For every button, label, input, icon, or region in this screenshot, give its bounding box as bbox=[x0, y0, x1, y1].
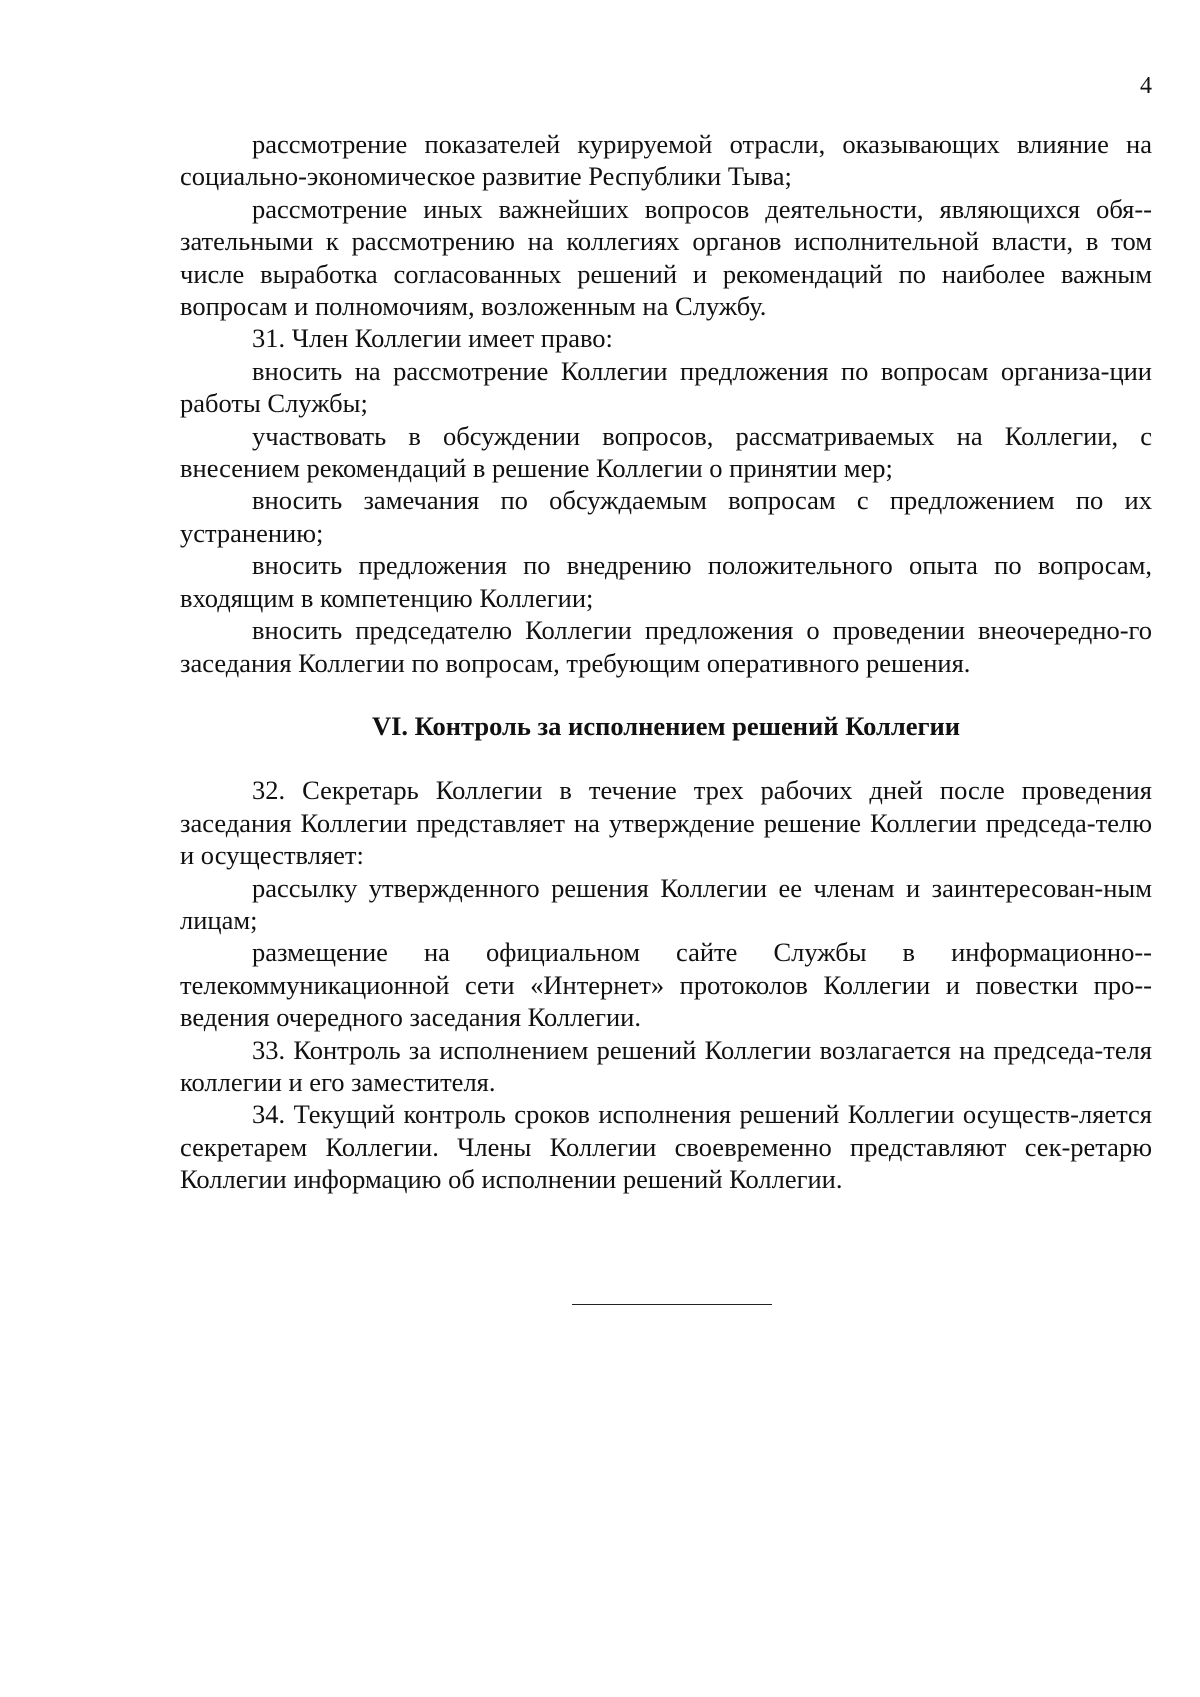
paragraph-34-current-control: 34. Текущий контроль сроков исполнения решений Коллегии осуществ-ляется секретарем Коллегии. Члены Коллегии своевременно представляют сек-ретарю Коллегии информацию об исполнении решений Коллегии. bbox=[180, 1099, 1152, 1195]
paragraph-right-experience: вносить предложения по внедрению положительного опыта по вопросам, входящим в компетенцию Коллегии; bbox=[180, 550, 1152, 613]
section-heading: VI. Контроль за исполнением решений Коллегии bbox=[371, 710, 961, 741]
paragraph-distribution: рассылку утвержденного решения Коллегии ее членам и заинтересован-ным лицам; bbox=[180, 872, 1152, 935]
paragraph-right-remarks: вносить замечания по обсуждаемым вопросам с предложением по их устранению; bbox=[180, 485, 1152, 548]
paragraph-right-discussion: участвовать в обсуждении вопросов, рассматриваемых на Коллегии, с внесением рекомендаций в решение Коллегии о принятии мер; bbox=[180, 420, 1152, 484]
page-number: 4 bbox=[1140, 73, 1152, 99]
paragraph-other-questions: рассмотрение иных важнейших вопросов деятельности, являющихся обя-зательными к рассмотрению на коллегиях органов исполнительной власти, в том числе выработка согласованных решений и рекомендаций по наиболее важным вопросам и полномочиям, возложенным на Службу. bbox=[180, 193, 1152, 322]
document-body bbox=[180, 128, 1152, 1196]
end-of-document-rule bbox=[572, 1304, 772, 1305]
paragraph-indicators: рассмотрение показателей курируемой отрасли, оказывающих влияние на социально-экономическое развитие Республики Тыва; bbox=[180, 129, 1152, 192]
paragraph-33-control: 33. Контроль за исполнением решений Коллегии возлагается на председа-теля коллегии и его заместителя. bbox=[180, 1034, 1152, 1097]
paragraph-right-extraordinary-meeting: вносить председателю Коллегии предложения о проведении внеочередно-го заседания Коллегии по вопросам, требующим оперативного решения. bbox=[180, 615, 1152, 678]
paragraph-right-proposals: вносить на рассмотрение Коллегии предложения по вопросам организа-ции работы Службы; bbox=[180, 355, 1152, 419]
paragraph-website-publication: размещение на официальном сайте Службы в информационно-телекоммуникационной сети «Интернет» протоколов Коллегии и повестки про-ведения очередного заседания Коллегии. bbox=[180, 937, 1152, 1033]
paragraph-32-secretary: 32. Секретарь Коллегии в течение трех рабочих дней после проведения заседания Коллегии представляет на утверждение решение Коллегии председа-телю и осуществляет: bbox=[180, 775, 1152, 871]
paragraph-31-member-rights: 31. Член Коллегии имеет право: bbox=[252, 323, 613, 354]
